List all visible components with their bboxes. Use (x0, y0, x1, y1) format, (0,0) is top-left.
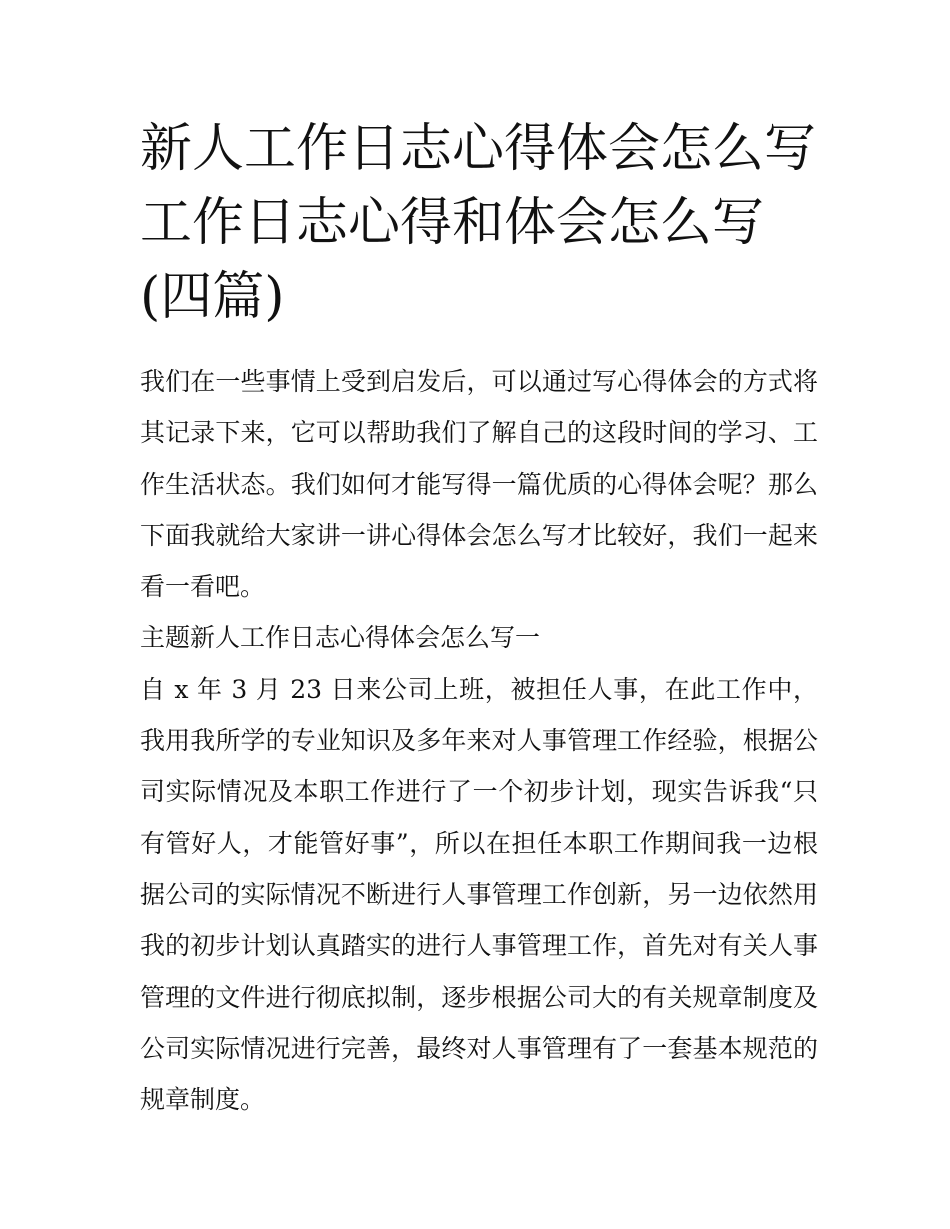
document-body (140, 356, 818, 1125)
section-heading: 主题新人工作日志心得体会怎么写一 (140, 623, 541, 653)
body-paragraph: 自 x 年 3 月 23 日来公司上班，被担任人事，在此工作中，我用我所学的专业知识及多年来对人事管理工作经验，根据公司实际情况及本职工作进行了一个初步计划，现实告诉我“只有管好人，才能管好事”，所以在担任本职工作期间我一边根据公司的实际情况不断进行人事管理工作创新，另一边依然用我的初步计划认真踏实的进行人事管理工作，首先对有关人事管理的文件进行彻底拟制，逐步根据公司大的有关规章制度及公司实际情况进行完善，最终对人事管理有了一套基本规范的规章制度。 (140, 674, 818, 1115)
document-title: 新人工作日志心得体会怎么写工作日志心得和体会怎么写(四篇) (140, 119, 817, 327)
intro-paragraph: 我们在一些事情上受到启发后，可以通过写心得体会的方式将其记录下来，它可以帮助我们了解自己的这段时间的学习、工作生活状态。我们如何才能写得一篇优质的心得体会呢？那么下面我就给大家讲一讲心得体会怎么写才比较好，我们一起来看一看吧。 (140, 367, 818, 602)
